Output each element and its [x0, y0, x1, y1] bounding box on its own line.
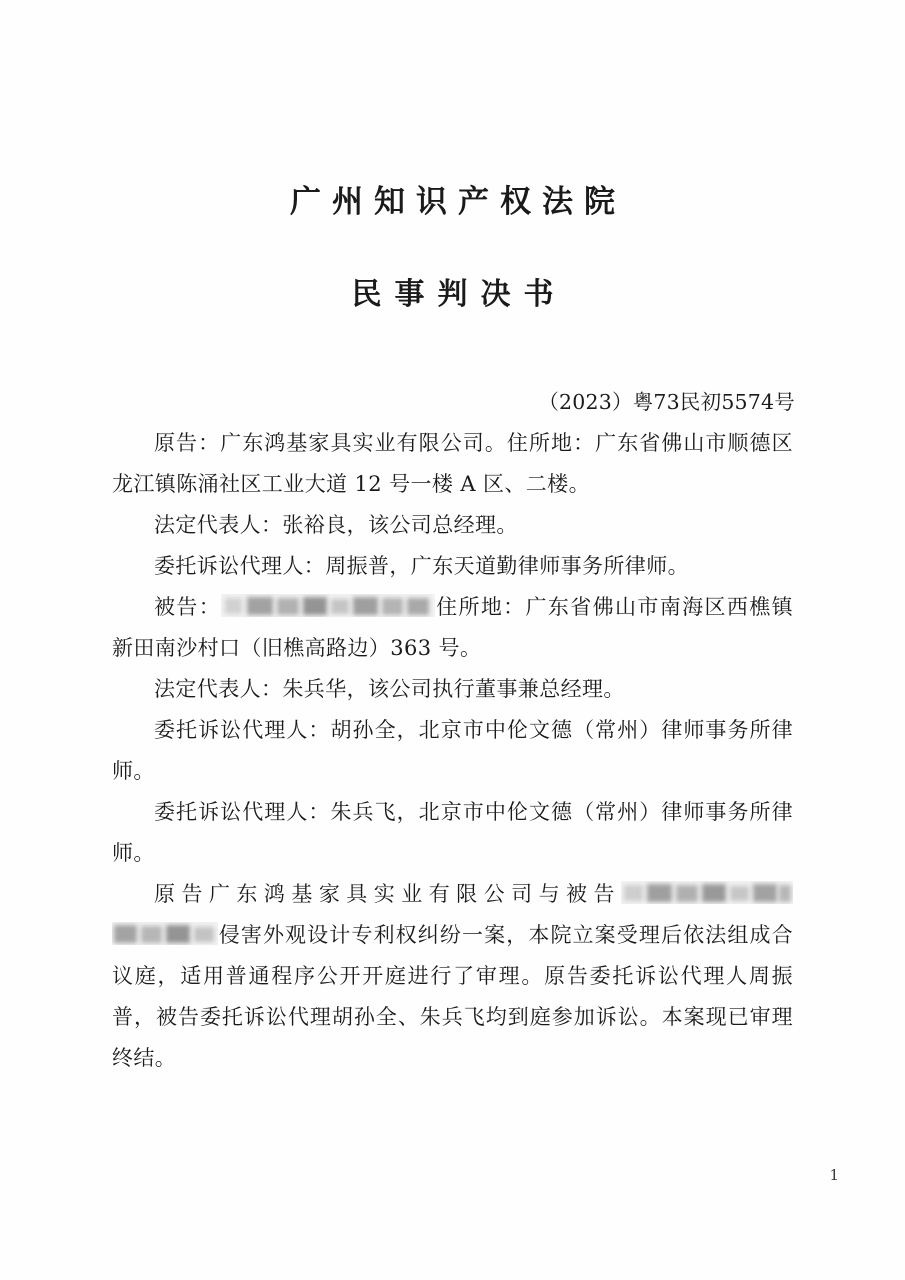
paragraph-text: 被告： — [154, 595, 222, 619]
defendant-legal-representative-paragraph — [112, 669, 793, 710]
court-title: 广州知识产权法院 — [290, 184, 626, 220]
defendant-paragraph — [112, 587, 793, 669]
paragraph-text: 侵害外观设计专利权纠纷一案，本院立案受理后依法组成合议庭，适用普通程序公开开庭进行了审理。原告委托诉讼代理人周振普，被告委托诉讼代理胡孙全、朱兵飞均到庭参加诉讼。本案现已审理终结。 — [112, 923, 793, 1070]
case-summary-paragraph — [112, 874, 793, 1079]
paragraph-text: 委托诉讼代理人：朱兵飞，北京市中伦文德（常州）律师事务所律师。 — [112, 800, 793, 865]
plaintiff-agent-paragraph — [112, 546, 793, 587]
redacted-party-name — [621, 881, 793, 904]
plaintiff-legal-representative-paragraph — [112, 505, 793, 546]
paragraph-text: 委托诉讼代理人：周振普，广东天道勤律师事务所律师。 — [154, 554, 689, 578]
paragraph-text: 住所地：广东省佛山市南海区西樵镇新田南沙村口（旧樵高路边）363 号。 — [112, 595, 793, 660]
paragraph-text: 法定代表人：张裕良，该公司总经理。 — [154, 513, 518, 537]
redacted-party-name — [221, 594, 435, 617]
paragraph-text: 原告广东鸿基家具实业有限公司与被告 — [154, 882, 621, 906]
paragraph-text: 委托诉讼代理人：胡孙全，北京市中伦文德（常州）律师事务所律师。 — [112, 718, 793, 783]
document-title: 民事判决书 — [351, 277, 567, 312]
page-number: 1 — [829, 1166, 839, 1184]
plaintiff-paragraph — [112, 423, 793, 505]
paragraph-text: 法定代表人：朱兵华，该公司执行董事兼总经理。 — [154, 677, 625, 701]
document-body — [0, 423, 905, 1079]
defendant-agent-paragraph-2 — [112, 792, 793, 874]
case-number: （2023）粤73民初5574号 — [538, 390, 795, 414]
redacted-party-name — [112, 922, 218, 945]
paragraph-text: 原告：广东鸿基家具实业有限公司。住所地：广东省佛山市顺德区龙江镇陈涌社区工业大道 12 号一楼 A 区、二楼。 — [112, 431, 793, 496]
defendant-agent-paragraph-1 — [112, 710, 793, 792]
